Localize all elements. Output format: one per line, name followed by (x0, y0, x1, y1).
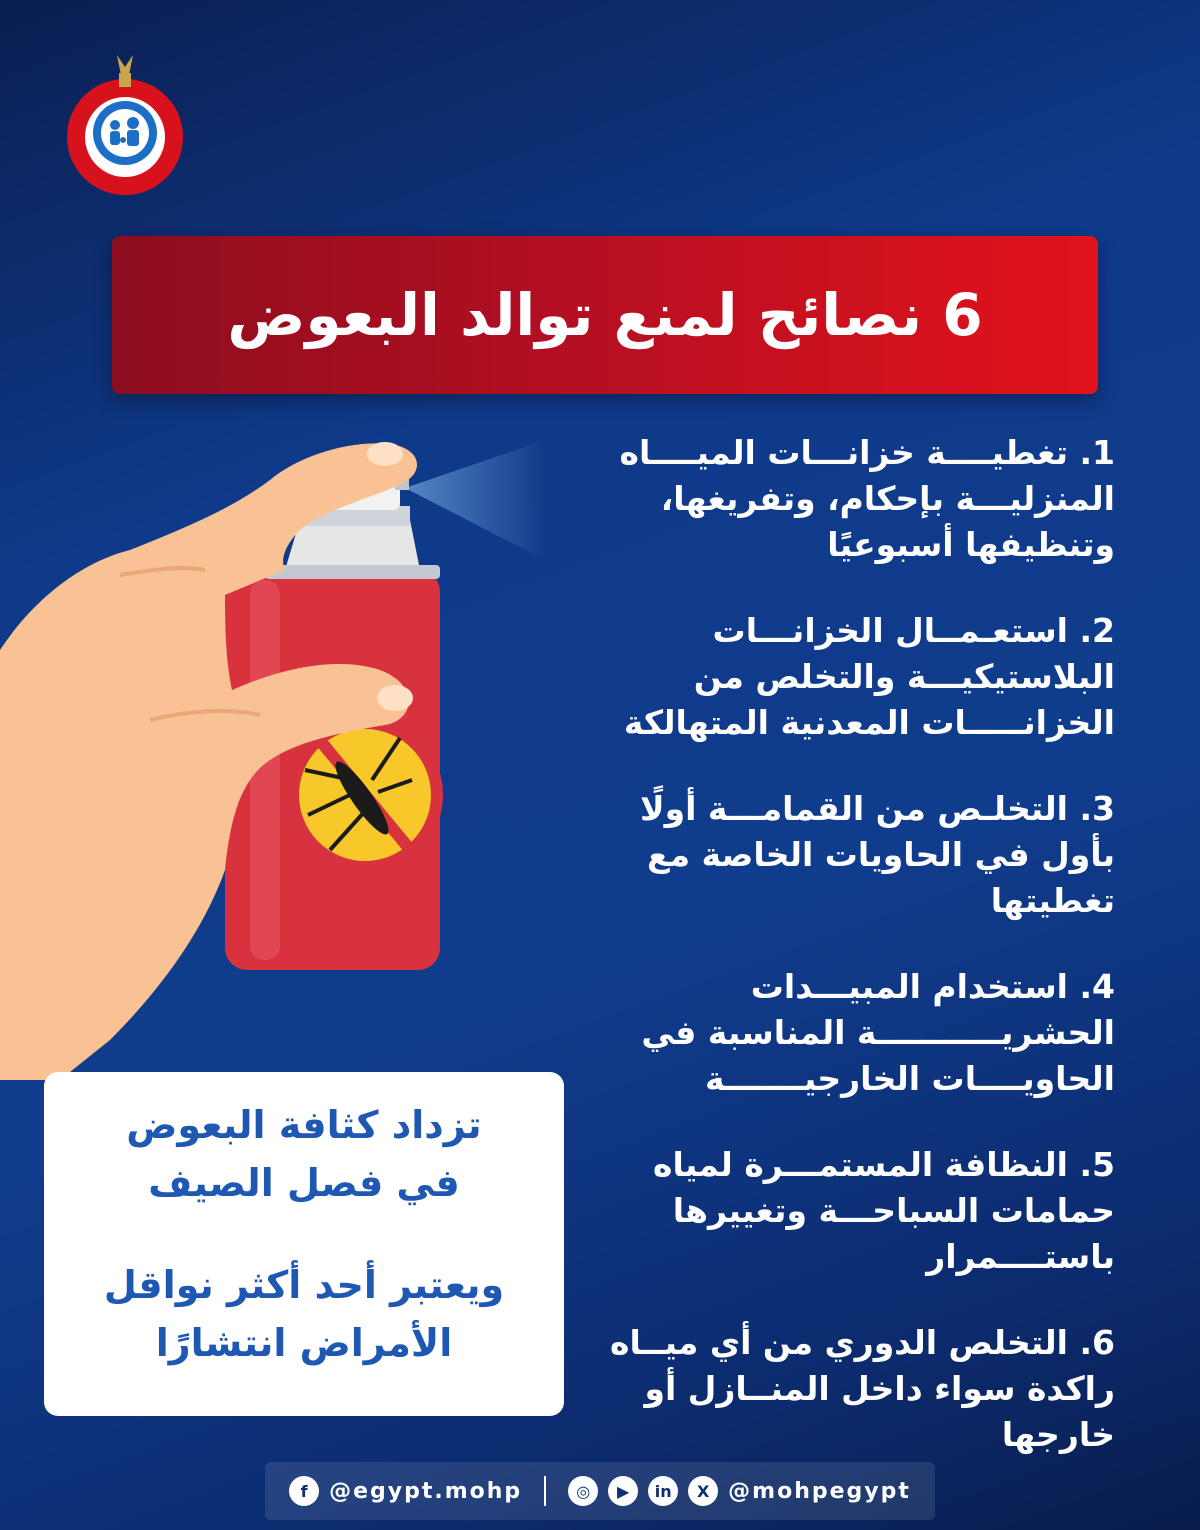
instagram-icon[interactable]: ◎ (568, 1476, 598, 1506)
mosquito-icon (293, 723, 437, 867)
info-line: تزداد كثافة البعوض (126, 1103, 482, 1147)
social-footer (265, 1462, 935, 1520)
social-handle[interactable]: @mohpegypt (728, 1478, 911, 1504)
info-line: في فصل الصيف (148, 1161, 460, 1205)
can-cap (285, 520, 420, 570)
facebook-icon[interactable]: f (289, 1476, 319, 1506)
tips-list (555, 430, 1115, 1458)
logo-emblem-icon (55, 45, 195, 195)
tip-item: 5. النظافة المستمـــرة لمياه حمامات السباحـــة وتغييرها باستــــمرار (652, 1145, 1115, 1276)
info-line: الأمراض انتشارًا (155, 1321, 453, 1365)
tip-item: 6. التخلص الدوري من أي ميــاه راكدة سواء داخل المنــازل أو خارجها (610, 1323, 1115, 1454)
tip-item: 1. تغطيــــة خزانـــات الميــــاه المنزليـــة بإحكام، وتفريغها، وتنظيفها أسبوعيًا (619, 433, 1115, 564)
x-icon[interactable]: X (688, 1476, 718, 1506)
ministry-logo (55, 45, 195, 195)
divider (544, 1476, 546, 1506)
tip-item: 2. استعـمــال الخزانـــات البلاستيكيـــة والتخلص من الخزانـــــات المعدنية المتهالكة (623, 611, 1115, 742)
linkedin-icon[interactable]: in (648, 1476, 678, 1506)
tip-item: 4. استخدام المبيـــدات الحشريـــــــــــة المناسبة في الحاويــــات الخارجيـــــــة (641, 967, 1115, 1098)
tip-item: 3. التخلـص من القمامـــة أولًا بأول في الحاويات الخاصة مع تغطيتها (640, 789, 1115, 920)
info-box (44, 1072, 564, 1416)
facebook-handle[interactable]: @egypt.mohp (329, 1478, 523, 1504)
page-title: 6 نصائح لمنع توالد البعوض (227, 281, 983, 349)
info-line: ويعتبر أحد أكثر نواقل (103, 1263, 505, 1307)
spray-can-illustration (0, 420, 560, 1080)
title-banner (112, 236, 1098, 394)
youtube-icon[interactable]: ▶ (608, 1476, 638, 1506)
spray-mist (405, 440, 545, 560)
